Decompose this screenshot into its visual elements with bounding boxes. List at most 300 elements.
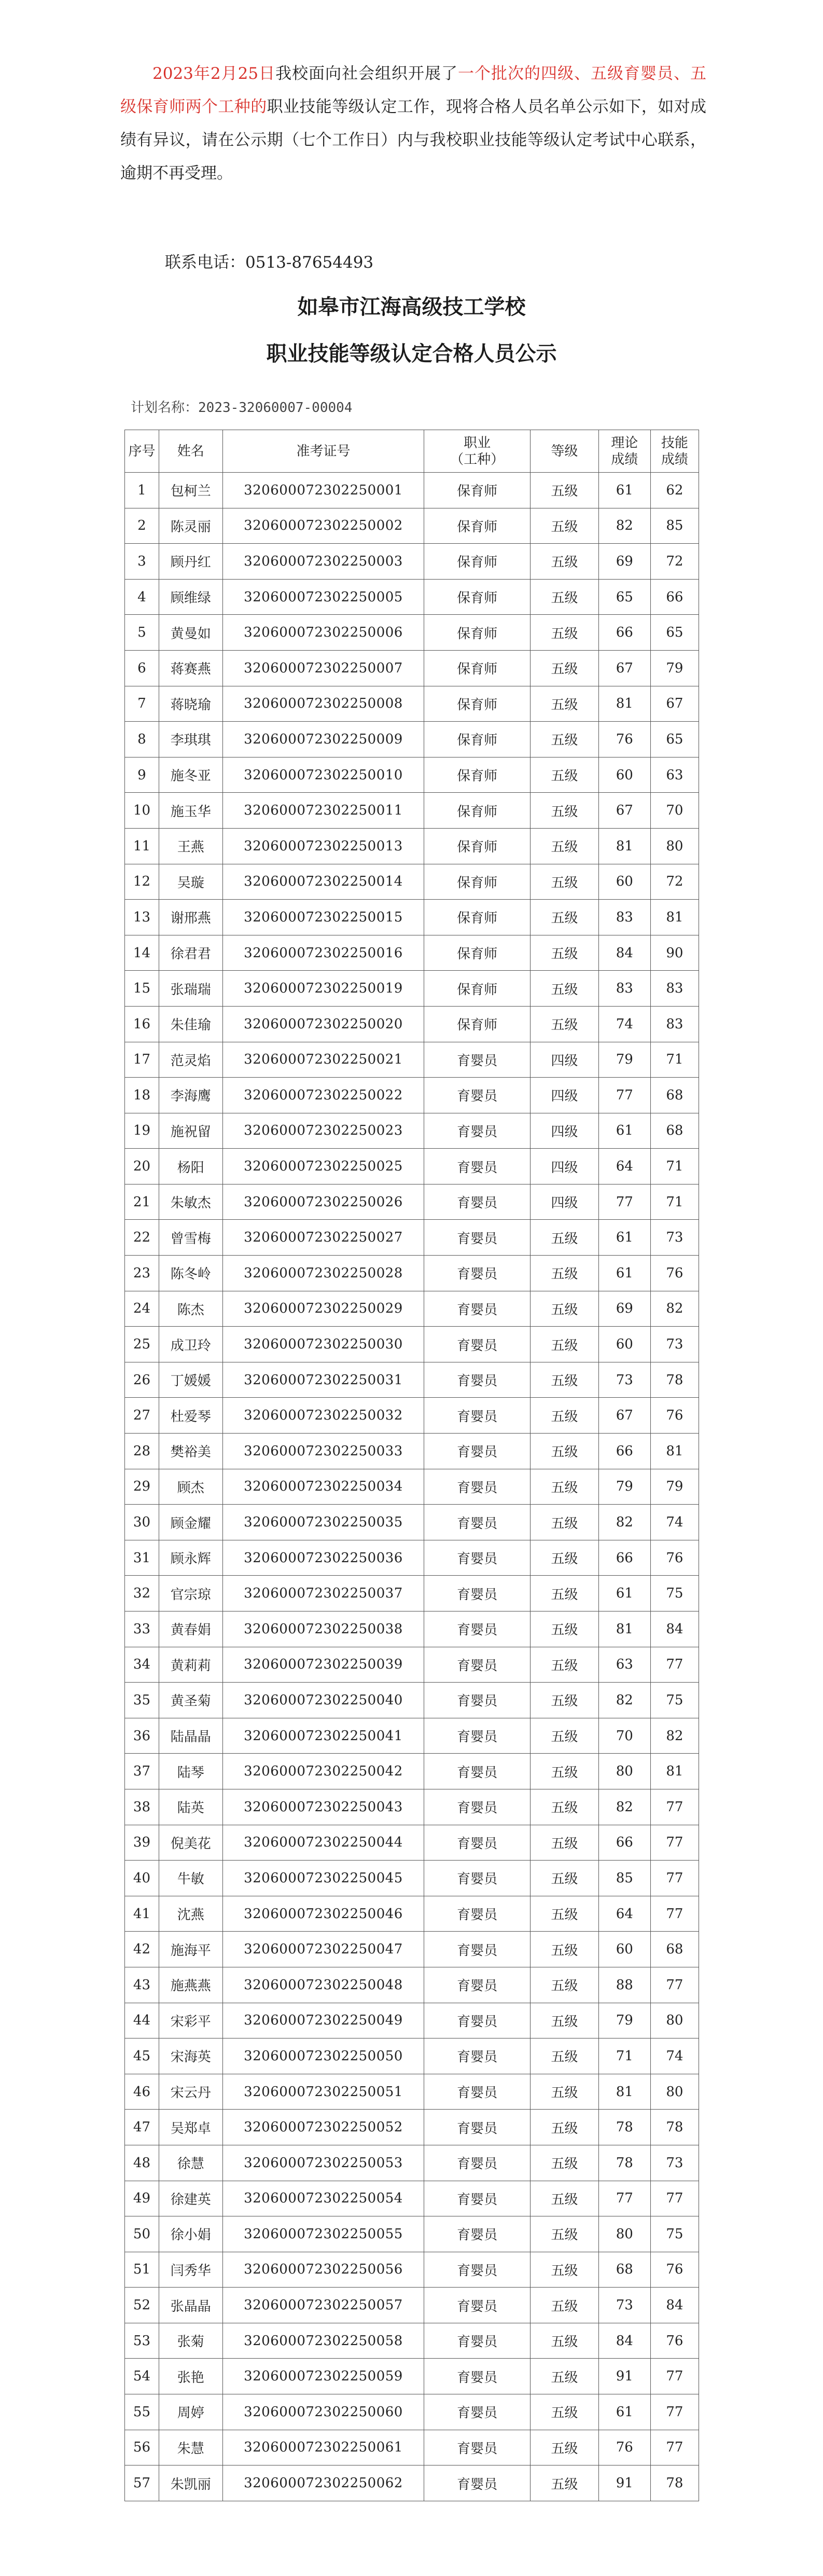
name-cell: 朱敏杰 xyxy=(159,1184,222,1220)
level-cell: 五级 xyxy=(530,1647,598,1683)
theory-score-cell: 80 xyxy=(598,2216,650,2252)
table-row xyxy=(125,1184,699,1220)
ticket-cell: 320600072302250027 xyxy=(222,1220,424,1256)
ticket-cell: 320600072302250003 xyxy=(222,544,424,580)
header-skill-line1: 技能 xyxy=(661,435,688,451)
seq-cell: 26 xyxy=(125,1362,159,1398)
skill-score-cell: 83 xyxy=(650,1006,699,1042)
theory-score-cell: 61 xyxy=(598,2394,650,2430)
theory-score-cell: 61 xyxy=(598,473,650,508)
table-header-row xyxy=(125,430,699,473)
ticket-cell: 320600072302250023 xyxy=(222,1113,424,1149)
seq-cell: 52 xyxy=(125,2288,159,2323)
seq-cell: 27 xyxy=(125,1398,159,1434)
job-cell: 保育师 xyxy=(424,544,531,580)
level-cell: 五级 xyxy=(530,2216,598,2252)
notice-text-2: 职业技能等级认定工作，现将合格人员名单公示如下，如对成绩有异议，请在公示期（七个工作日）内与我校职业技能等级认定考试中心联系，逾期不再受理。 xyxy=(120,98,707,183)
seq-cell: 29 xyxy=(125,1469,159,1505)
job-cell: 育婴员 xyxy=(424,1967,531,2003)
table-row xyxy=(125,935,699,971)
name-cell: 蒋晓瑜 xyxy=(159,686,222,722)
ticket-cell: 320600072302250021 xyxy=(222,1042,424,1078)
theory-score-cell: 81 xyxy=(598,828,650,864)
theory-score-cell: 66 xyxy=(598,1825,650,1861)
header-skill xyxy=(650,430,699,473)
table-row xyxy=(125,757,699,793)
skill-score-cell: 77 xyxy=(650,1967,699,2003)
ticket-cell: 320600072302250056 xyxy=(222,2252,424,2288)
ticket-cell: 320600072302250050 xyxy=(222,2038,424,2074)
table-row xyxy=(125,1398,699,1434)
table-row xyxy=(125,1256,699,1291)
job-cell: 育婴员 xyxy=(424,2323,531,2359)
level-cell: 五级 xyxy=(530,1327,598,1362)
table-row xyxy=(125,1505,699,1540)
header-theory-line1: 理论 xyxy=(611,435,638,451)
skill-score-cell: 76 xyxy=(650,2323,699,2359)
level-cell: 五级 xyxy=(530,2003,598,2038)
job-cell: 保育师 xyxy=(424,615,531,651)
job-cell: 保育师 xyxy=(424,793,531,829)
skill-score-cell: 81 xyxy=(650,1434,699,1469)
name-cell: 官宗琼 xyxy=(159,1576,222,1611)
name-cell: 徐慧 xyxy=(159,2145,222,2181)
ticket-cell: 320600072302250062 xyxy=(222,2465,424,2501)
name-cell: 陆英 xyxy=(159,1789,222,1825)
table-row xyxy=(125,1861,699,1896)
job-cell: 育婴员 xyxy=(424,2394,531,2430)
theory-score-cell: 83 xyxy=(598,971,650,1007)
theory-score-cell: 64 xyxy=(598,1896,650,1932)
seq-cell: 55 xyxy=(125,2394,159,2430)
seq-cell: 10 xyxy=(125,793,159,829)
skill-score-cell: 77 xyxy=(650,1896,699,1932)
job-cell: 育婴员 xyxy=(424,1505,531,1540)
level-cell: 五级 xyxy=(530,1789,598,1825)
table-row xyxy=(125,2394,699,2430)
level-cell: 五级 xyxy=(530,2394,598,2430)
level-cell: 五级 xyxy=(530,508,598,544)
ticket-cell: 320600072302250059 xyxy=(222,2359,424,2394)
level-cell: 五级 xyxy=(530,1362,598,1398)
table-row xyxy=(125,828,699,864)
theory-score-cell: 60 xyxy=(598,1327,650,1362)
theory-score-cell: 76 xyxy=(598,2430,650,2465)
ticket-cell: 320600072302250058 xyxy=(222,2323,424,2359)
table-row xyxy=(125,1220,699,1256)
seq-cell: 20 xyxy=(125,1149,159,1184)
table-row xyxy=(125,2216,699,2252)
theory-score-cell: 65 xyxy=(598,579,650,615)
name-cell: 成卫玲 xyxy=(159,1327,222,1362)
header-skill-line2: 成绩 xyxy=(661,451,688,467)
job-cell: 育婴员 xyxy=(424,2252,531,2288)
skill-score-cell: 63 xyxy=(650,757,699,793)
skill-score-cell: 67 xyxy=(650,686,699,722)
skill-score-cell: 85 xyxy=(650,508,699,544)
skill-score-cell: 78 xyxy=(650,2110,699,2145)
job-cell: 保育师 xyxy=(424,1006,531,1042)
job-cell: 保育师 xyxy=(424,722,531,757)
name-cell: 陈灵丽 xyxy=(159,508,222,544)
table-row xyxy=(125,2145,699,2181)
ticket-cell: 320600072302250060 xyxy=(222,2394,424,2430)
ticket-cell: 320600072302250007 xyxy=(222,650,424,686)
table-row xyxy=(125,864,699,900)
name-cell: 顾杰 xyxy=(159,1469,222,1505)
job-cell: 保育师 xyxy=(424,579,531,615)
job-cell: 保育师 xyxy=(424,473,531,508)
seq-cell: 5 xyxy=(125,615,159,651)
job-cell: 育婴员 xyxy=(424,1469,531,1505)
ticket-cell: 320600072302250039 xyxy=(222,1647,424,1683)
table-row xyxy=(125,1576,699,1611)
name-cell: 沈燕 xyxy=(159,1896,222,1932)
theory-score-cell: 66 xyxy=(598,1540,650,1576)
skill-score-cell: 84 xyxy=(650,1611,699,1647)
theory-score-cell: 60 xyxy=(598,864,650,900)
ticket-cell: 320600072302250026 xyxy=(222,1184,424,1220)
theory-score-cell: 67 xyxy=(598,793,650,829)
theory-score-cell: 78 xyxy=(598,2110,650,2145)
ticket-cell: 320600072302250055 xyxy=(222,2216,424,2252)
theory-score-cell: 81 xyxy=(598,1611,650,1647)
name-cell: 徐君君 xyxy=(159,935,222,971)
name-cell: 施海平 xyxy=(159,1932,222,1967)
skill-score-cell: 72 xyxy=(650,864,699,900)
seq-cell: 13 xyxy=(125,900,159,935)
qualified-list-table xyxy=(124,430,699,2501)
skill-score-cell: 76 xyxy=(650,2252,699,2288)
name-cell: 陈冬岭 xyxy=(159,1256,222,1291)
level-cell: 五级 xyxy=(530,2074,598,2110)
skill-score-cell: 76 xyxy=(650,1540,699,1576)
skill-score-cell: 71 xyxy=(650,1184,699,1220)
theory-score-cell: 60 xyxy=(598,757,650,793)
name-cell: 黄曼如 xyxy=(159,615,222,651)
table-row xyxy=(125,1825,699,1861)
name-cell: 朱慧 xyxy=(159,2430,222,2465)
skill-score-cell: 82 xyxy=(650,1291,699,1327)
level-cell: 五级 xyxy=(530,1825,598,1861)
skill-score-cell: 78 xyxy=(650,2465,699,2501)
name-cell: 倪美花 xyxy=(159,1825,222,1861)
skill-score-cell: 62 xyxy=(650,473,699,508)
seq-cell: 23 xyxy=(125,1256,159,1291)
theory-score-cell: 85 xyxy=(598,1861,650,1896)
job-cell: 育婴员 xyxy=(424,1149,531,1184)
table-row xyxy=(125,2181,699,2216)
ticket-cell: 320600072302250053 xyxy=(222,2145,424,2181)
level-cell: 五级 xyxy=(530,935,598,971)
seq-cell: 8 xyxy=(125,722,159,757)
seq-cell: 53 xyxy=(125,2323,159,2359)
name-cell: 张晶晶 xyxy=(159,2288,222,2323)
job-cell: 育婴员 xyxy=(424,1861,531,1896)
ticket-cell: 320600072302250032 xyxy=(222,1398,424,1434)
theory-score-cell: 81 xyxy=(598,2074,650,2110)
job-cell: 保育师 xyxy=(424,828,531,864)
ticket-cell: 320600072302250034 xyxy=(222,1469,424,1505)
plan-label: 计划名称： xyxy=(131,400,199,416)
name-cell: 张瑞瑞 xyxy=(159,971,222,1007)
level-cell: 五级 xyxy=(530,1220,598,1256)
theory-score-cell: 82 xyxy=(598,1505,650,1540)
ticket-cell: 320600072302250037 xyxy=(222,1576,424,1611)
table-row xyxy=(125,1362,699,1398)
job-cell: 保育师 xyxy=(424,757,531,793)
name-cell: 徐小娟 xyxy=(159,2216,222,2252)
seq-cell: 38 xyxy=(125,1789,159,1825)
theory-score-cell: 91 xyxy=(598,2359,650,2394)
name-cell: 宋云丹 xyxy=(159,2074,222,2110)
level-cell: 五级 xyxy=(530,2181,598,2216)
notice-date: 2023年2月25日 xyxy=(152,64,276,83)
level-cell: 五级 xyxy=(530,828,598,864)
job-cell: 育婴员 xyxy=(424,1327,531,1362)
level-cell: 五级 xyxy=(530,722,598,757)
theory-score-cell: 82 xyxy=(598,1789,650,1825)
name-cell: 顾金耀 xyxy=(159,1505,222,1540)
level-cell: 五级 xyxy=(530,615,598,651)
level-cell: 四级 xyxy=(530,1113,598,1149)
skill-score-cell: 77 xyxy=(650,1825,699,1861)
skill-score-cell: 79 xyxy=(650,650,699,686)
seq-cell: 12 xyxy=(125,864,159,900)
level-cell: 五级 xyxy=(530,686,598,722)
theory-score-cell: 61 xyxy=(598,1576,650,1611)
name-cell: 宋彩平 xyxy=(159,2003,222,2038)
level-cell: 五级 xyxy=(530,793,598,829)
name-cell: 曾雪梅 xyxy=(159,1220,222,1256)
ticket-cell: 320600072302250047 xyxy=(222,1932,424,1967)
skill-score-cell: 84 xyxy=(650,2288,699,2323)
table-row xyxy=(125,1149,699,1184)
table-row xyxy=(125,2074,699,2110)
notice-title: 职业技能等级认定合格人员公示 xyxy=(266,342,557,366)
job-cell: 育婴员 xyxy=(424,2038,531,2074)
skill-score-cell: 83 xyxy=(650,971,699,1007)
table-row xyxy=(125,793,699,829)
skill-score-cell: 90 xyxy=(650,935,699,971)
level-cell: 四级 xyxy=(530,1149,598,1184)
job-cell: 育婴员 xyxy=(424,2110,531,2145)
level-cell: 四级 xyxy=(530,1078,598,1113)
theory-score-cell: 79 xyxy=(598,1469,650,1505)
job-cell: 保育师 xyxy=(424,971,531,1007)
table-row xyxy=(125,650,699,686)
name-cell: 施祝留 xyxy=(159,1113,222,1149)
name-cell: 黄圣菊 xyxy=(159,1683,222,1718)
table-row xyxy=(125,2003,699,2038)
header-name: 姓名 xyxy=(159,430,222,473)
header-job xyxy=(424,430,531,473)
table-row xyxy=(125,1967,699,2003)
name-cell: 施燕燕 xyxy=(159,1967,222,2003)
skill-score-cell: 73 xyxy=(650,2145,699,2181)
ticket-cell: 320600072302250033 xyxy=(222,1434,424,1469)
theory-score-cell: 73 xyxy=(598,1362,650,1398)
name-cell: 朱凯丽 xyxy=(159,2465,222,2501)
ticket-cell: 320600072302250051 xyxy=(222,2074,424,2110)
seq-cell: 14 xyxy=(125,935,159,971)
table-row xyxy=(125,686,699,722)
seq-cell: 32 xyxy=(125,1576,159,1611)
job-cell: 育婴员 xyxy=(424,1291,531,1327)
table-body xyxy=(125,473,699,2501)
ticket-cell: 320600072302250048 xyxy=(222,1967,424,2003)
table-row xyxy=(125,1291,699,1327)
job-cell: 育婴员 xyxy=(424,1184,531,1220)
job-cell: 育婴员 xyxy=(424,2288,531,2323)
seq-cell: 18 xyxy=(125,1078,159,1113)
name-cell: 张艳 xyxy=(159,2359,222,2394)
seq-cell: 47 xyxy=(125,2110,159,2145)
job-cell: 育婴员 xyxy=(424,1078,531,1113)
level-cell: 五级 xyxy=(530,1540,598,1576)
skill-score-cell: 77 xyxy=(650,2181,699,2216)
ticket-cell: 320600072302250001 xyxy=(222,473,424,508)
name-cell: 蒋赛燕 xyxy=(159,650,222,686)
skill-score-cell: 76 xyxy=(650,1256,699,1291)
theory-score-cell: 77 xyxy=(598,2181,650,2216)
plan-code: 2023-32060007-00004 xyxy=(198,400,353,416)
ticket-cell: 320600072302250036 xyxy=(222,1540,424,1576)
skill-score-cell: 75 xyxy=(650,2216,699,2252)
theory-score-cell: 69 xyxy=(598,1291,650,1327)
level-cell: 五级 xyxy=(530,1754,598,1789)
job-cell: 育婴员 xyxy=(424,1611,531,1647)
table-row xyxy=(125,615,699,651)
theory-score-cell: 67 xyxy=(598,650,650,686)
name-cell: 杨阳 xyxy=(159,1149,222,1184)
theory-score-cell: 61 xyxy=(598,1256,650,1291)
theory-score-cell: 84 xyxy=(598,2323,650,2359)
name-cell: 吴郑卓 xyxy=(159,2110,222,2145)
seq-cell: 31 xyxy=(125,1540,159,1576)
skill-score-cell: 77 xyxy=(650,2394,699,2430)
level-cell: 五级 xyxy=(530,1434,598,1469)
job-cell: 保育师 xyxy=(424,864,531,900)
seq-cell: 44 xyxy=(125,2003,159,2038)
theory-score-cell: 91 xyxy=(598,2465,650,2501)
table-row xyxy=(125,2110,699,2145)
seq-cell: 35 xyxy=(125,1683,159,1718)
theory-score-cell: 88 xyxy=(598,1967,650,2003)
table-row xyxy=(125,1611,699,1647)
job-cell: 保育师 xyxy=(424,900,531,935)
skill-score-cell: 68 xyxy=(650,1932,699,1967)
job-cell: 育婴员 xyxy=(424,2181,531,2216)
name-cell: 黄春娟 xyxy=(159,1611,222,1647)
seq-cell: 57 xyxy=(125,2465,159,2501)
seq-cell: 40 xyxy=(125,1861,159,1896)
level-cell: 五级 xyxy=(530,579,598,615)
level-cell: 五级 xyxy=(530,1291,598,1327)
table-row xyxy=(125,2465,699,2501)
seq-cell: 50 xyxy=(125,2216,159,2252)
ticket-cell: 320600072302250031 xyxy=(222,1362,424,1398)
table-row xyxy=(125,2323,699,2359)
seq-cell: 54 xyxy=(125,2359,159,2394)
table-row xyxy=(125,1327,699,1362)
seq-cell: 16 xyxy=(125,1006,159,1042)
ticket-cell: 320600072302250009 xyxy=(222,722,424,757)
name-cell: 王燕 xyxy=(159,828,222,864)
seq-cell: 33 xyxy=(125,1611,159,1647)
seq-cell: 56 xyxy=(125,2430,159,2465)
table-row xyxy=(125,579,699,615)
name-cell: 闫秀华 xyxy=(159,2252,222,2288)
skill-score-cell: 77 xyxy=(650,2359,699,2394)
ticket-cell: 320600072302250035 xyxy=(222,1505,424,1540)
contact-phone: 0513-87654493 xyxy=(245,253,374,272)
name-cell: 顾维绿 xyxy=(159,579,222,615)
job-cell: 育婴员 xyxy=(424,1362,531,1398)
job-cell: 育婴员 xyxy=(424,1683,531,1718)
name-cell: 吴璇 xyxy=(159,864,222,900)
name-cell: 牛敏 xyxy=(159,1861,222,1896)
skill-score-cell: 71 xyxy=(650,1042,699,1078)
seq-cell: 19 xyxy=(125,1113,159,1149)
name-cell: 包柯兰 xyxy=(159,473,222,508)
level-cell: 五级 xyxy=(530,2252,598,2288)
table-row xyxy=(125,722,699,757)
skill-score-cell: 76 xyxy=(650,1398,699,1434)
notice-paragraph xyxy=(120,57,706,190)
seq-cell: 30 xyxy=(125,1505,159,1540)
theory-score-cell: 76 xyxy=(598,722,650,757)
skill-score-cell: 71 xyxy=(650,1149,699,1184)
name-cell: 张菊 xyxy=(159,2323,222,2359)
job-cell: 育婴员 xyxy=(424,2003,531,2038)
ticket-cell: 320600072302250011 xyxy=(222,793,424,829)
theory-score-cell: 64 xyxy=(598,1149,650,1184)
theory-score-cell: 66 xyxy=(598,615,650,651)
level-cell: 五级 xyxy=(530,2288,598,2323)
notice-highlight: 一个批次的四级、五级育婴员、五级保育师两个工种的 xyxy=(120,64,707,116)
level-cell: 五级 xyxy=(530,1398,598,1434)
seq-cell: 43 xyxy=(125,1967,159,2003)
skill-score-cell: 80 xyxy=(650,2074,699,2110)
table-row xyxy=(125,1896,699,1932)
skill-score-cell: 65 xyxy=(650,615,699,651)
skill-score-cell: 82 xyxy=(650,1718,699,1754)
level-cell: 五级 xyxy=(530,2465,598,2501)
job-cell: 育婴员 xyxy=(424,1896,531,1932)
theory-score-cell: 83 xyxy=(598,900,650,935)
name-cell: 陆琴 xyxy=(159,1754,222,1789)
job-cell: 育婴员 xyxy=(424,1398,531,1434)
ticket-cell: 320600072302250022 xyxy=(222,1078,424,1113)
header-level: 等级 xyxy=(530,430,598,473)
ticket-cell: 320600072302250002 xyxy=(222,508,424,544)
ticket-cell: 320600072302250016 xyxy=(222,935,424,971)
seq-cell: 45 xyxy=(125,2038,159,2074)
level-cell: 五级 xyxy=(530,650,598,686)
theory-score-cell: 74 xyxy=(598,1006,650,1042)
level-cell: 五级 xyxy=(530,1896,598,1932)
theory-score-cell: 80 xyxy=(598,1754,650,1789)
level-cell: 五级 xyxy=(530,971,598,1007)
job-cell: 育婴员 xyxy=(424,2216,531,2252)
name-cell: 陈杰 xyxy=(159,1291,222,1327)
seq-cell: 25 xyxy=(125,1327,159,1362)
name-cell: 谢邢燕 xyxy=(159,900,222,935)
ticket-cell: 320600072302250020 xyxy=(222,1006,424,1042)
job-cell: 育婴员 xyxy=(424,1540,531,1576)
job-cell: 育婴员 xyxy=(424,2145,531,2181)
